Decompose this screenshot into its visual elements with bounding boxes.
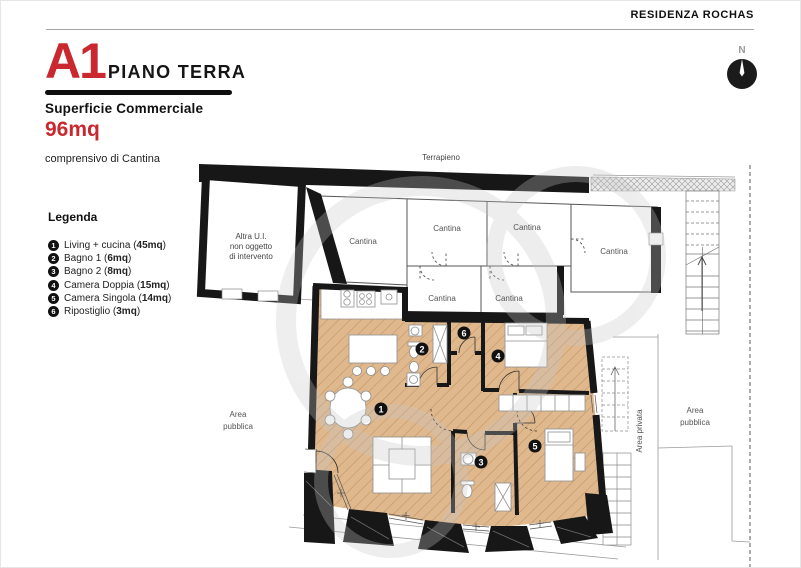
- legend-marker: 1: [48, 240, 59, 251]
- legend-item: 5 Camera Singola (14mq): [48, 292, 248, 305]
- area-pubblica-right-label: Area: [686, 406, 704, 415]
- room-marker: [416, 343, 429, 356]
- legend-marker: 2: [48, 253, 59, 264]
- terrapieno-label: Terrapieno: [422, 153, 460, 162]
- legend-item: 6 Ripostiglio (3mq): [48, 305, 248, 318]
- legend-marker: 4: [48, 280, 59, 291]
- altra-ui-label: Altra U.I.: [235, 232, 267, 241]
- cantina-label: Cantina: [600, 247, 628, 256]
- area-pubblica-left-label: Area: [229, 410, 247, 419]
- cantina-label: Cantina: [513, 223, 541, 232]
- room-marker: [529, 440, 542, 453]
- cantina-label: Cantina: [495, 294, 523, 303]
- room-marker: [475, 456, 488, 469]
- cantina-label: Cantina: [428, 294, 456, 303]
- altra-ui-label: non oggetto: [229, 242, 273, 251]
- project-name: RESIDENZA ROCHAS: [630, 9, 754, 21]
- cantina-label: Cantina: [349, 237, 377, 246]
- floor-plan: [1, 1, 800, 567]
- svg-text:3: 3: [478, 457, 484, 468]
- surface-note: comprensivo di Cantina: [45, 153, 160, 165]
- legend-item: 3 Bagno 2 (8mq): [48, 265, 248, 278]
- north-label: N: [738, 45, 746, 56]
- room-marker: [458, 327, 471, 340]
- svg-text:4: 4: [495, 351, 501, 362]
- svg-text:5: 5: [532, 441, 538, 452]
- surface-label: Superficie Commerciale: [45, 101, 204, 116]
- room-marker: [375, 403, 388, 416]
- surface-value: 96mq: [45, 118, 100, 141]
- cantina-label: Cantina: [433, 224, 461, 233]
- area-pubblica-right-label: pubblica: [680, 418, 710, 427]
- legend-marker: 6: [48, 306, 59, 317]
- legend-item: 1 Living + cucina (45mq): [48, 239, 248, 252]
- area-privata-label: Area privata: [635, 409, 644, 453]
- legend-marker: 5: [48, 293, 59, 304]
- unit-code: A1: [45, 33, 105, 89]
- legend-marker: 3: [48, 266, 59, 277]
- altra-ui-label: di intervento: [229, 252, 273, 261]
- area-pubblica-left-label: pubblica: [223, 422, 253, 431]
- staircase: [686, 191, 719, 334]
- svg-text:6: 6: [461, 328, 467, 339]
- floor-name: PIANO TERRA: [107, 62, 247, 82]
- svg-text:2: 2: [419, 344, 425, 355]
- room-marker: [492, 350, 505, 363]
- legend-item: 4 Camera Doppia (15mq): [48, 279, 248, 292]
- legend-title: Legenda: [48, 210, 98, 224]
- svg-text:1: 1: [378, 404, 384, 415]
- legend-item: 2 Bagno 1 (6mq): [48, 252, 248, 265]
